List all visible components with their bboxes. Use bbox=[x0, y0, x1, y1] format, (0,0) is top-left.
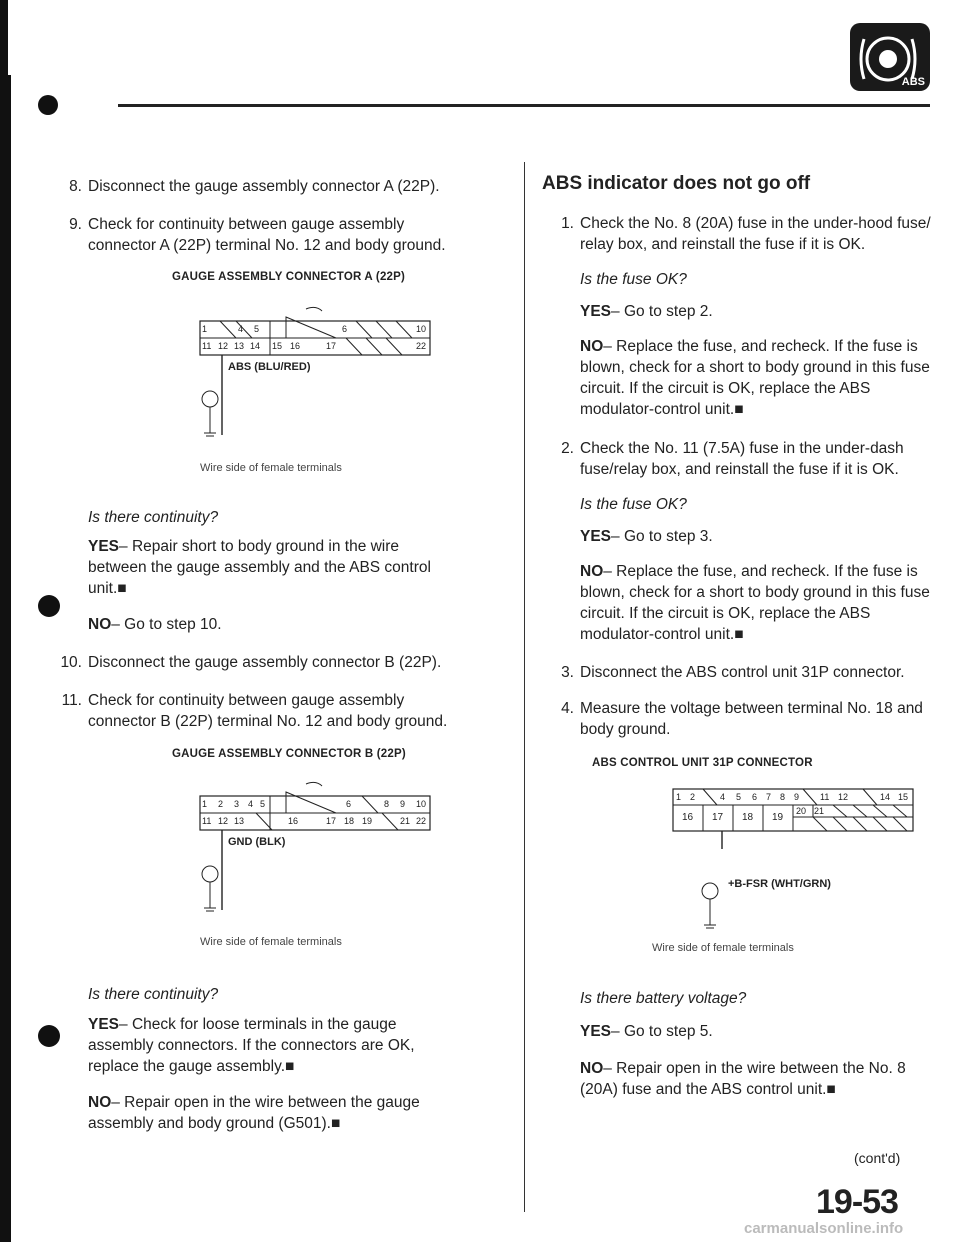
pin-label: 17 bbox=[326, 341, 337, 351]
step-text: Disconnect the ABS control unit 31P connector. bbox=[580, 664, 905, 681]
answer-text: blown, check for a short to body ground in this fuse bbox=[580, 359, 930, 376]
pin-label: 5 bbox=[736, 792, 742, 802]
yes-key: YES bbox=[580, 1023, 612, 1040]
pin-label: 16 bbox=[288, 816, 299, 826]
abs-31p-connector-diagram bbox=[672, 785, 942, 935]
yes-key: YES bbox=[580, 528, 612, 545]
pin-label: 19 bbox=[362, 816, 373, 826]
step-text: Disconnect the gauge assembly connector A (22P). bbox=[88, 178, 440, 195]
pin-label: 8 bbox=[780, 792, 786, 802]
answer-text: blown, check for a short to body ground in this fuse bbox=[580, 584, 930, 601]
step-text: fuse/relay box, and reinstall the fuse if it is OK. bbox=[580, 461, 899, 478]
yes-key: YES bbox=[88, 538, 120, 555]
pin-label: 17 bbox=[712, 812, 724, 823]
step-text: Check for continuity between gauge assembly bbox=[88, 216, 405, 233]
pin-label: 2 bbox=[690, 792, 696, 802]
question: Is there continuity? bbox=[88, 986, 219, 1003]
step-text: Measure the voltage between terminal No. 18 and bbox=[580, 700, 923, 717]
answer-text: circuit. If the circuit is OK, replace the ABS bbox=[580, 380, 871, 397]
step-number: 2. bbox=[561, 440, 574, 457]
no-key: NO bbox=[580, 338, 604, 355]
step-text: Check the No. 8 (20A) fuse in the under-hood fuse/ bbox=[580, 215, 931, 232]
answer-text: modulator-control unit.■ bbox=[580, 626, 744, 643]
answer-text: – Go to step 3. bbox=[611, 528, 713, 545]
pin-label: 11 bbox=[202, 341, 212, 351]
step-number: 8. bbox=[69, 178, 82, 195]
pin-label: 7 bbox=[766, 792, 772, 802]
connector-a-svg bbox=[196, 305, 440, 445]
answer-text: – Repair short to body ground in the wire bbox=[119, 538, 400, 555]
answer-text: – Go to step 10. bbox=[111, 616, 222, 633]
answer-text: – Replace the fuse, and recheck. If the fuse is bbox=[603, 563, 918, 580]
bullet-middle bbox=[38, 595, 60, 617]
question: Is there battery voltage? bbox=[580, 990, 747, 1007]
pin-label: 1 bbox=[202, 324, 208, 334]
connector-title: GAUGE ASSEMBLY CONNECTOR B (22P) bbox=[172, 748, 406, 760]
step-number: 9. bbox=[69, 216, 82, 233]
answer-text: – Go to step 5. bbox=[611, 1023, 713, 1040]
yes-key: YES bbox=[88, 1016, 120, 1033]
pin-label: 5 bbox=[260, 799, 266, 809]
pin-label: 21 bbox=[814, 806, 825, 816]
pin-label: 10 bbox=[416, 799, 427, 809]
pin-label: 20 bbox=[796, 806, 807, 816]
binding-margin-bar bbox=[0, 0, 8, 1242]
pin-label: 6 bbox=[342, 324, 348, 334]
pin-label: 10 bbox=[416, 324, 427, 334]
step-number: 11. bbox=[61, 692, 82, 709]
pin-label: 4 bbox=[720, 792, 726, 802]
abs-section-logo bbox=[850, 23, 930, 91]
pin-label: 14 bbox=[250, 341, 261, 351]
continued-label: (cont'd) bbox=[854, 1150, 901, 1166]
pin-label: 12 bbox=[838, 792, 849, 802]
pin-label: 21 bbox=[400, 816, 411, 826]
header-rule bbox=[118, 104, 930, 107]
answer-text: – Repair open in the wire between the gauge bbox=[111, 1094, 420, 1111]
pin-label: 19 bbox=[772, 812, 784, 823]
pin-label: 4 bbox=[238, 324, 244, 334]
pin-label: 1 bbox=[202, 799, 208, 809]
answer-text: assembly connectors. If the connectors are OK, bbox=[88, 1037, 415, 1054]
pin-label: 6 bbox=[752, 792, 758, 802]
step-text: Check for continuity between gauge assembly bbox=[88, 692, 405, 709]
answer-text: (20A) fuse and the ABS control unit.■ bbox=[580, 1081, 836, 1098]
connector-title: ABS CONTROL UNIT 31P CONNECTOR bbox=[592, 757, 813, 769]
answer-text: between the gauge assembly and the ABS control bbox=[88, 559, 431, 576]
pin-label: 17 bbox=[326, 816, 337, 826]
pin-label: 22 bbox=[416, 816, 427, 826]
bullet-top bbox=[38, 95, 58, 115]
pin-label: 6 bbox=[346, 799, 352, 809]
answer-text: – Go to step 2. bbox=[611, 303, 713, 320]
answer-text: – Repair open in the wire between the No. 8 bbox=[603, 1060, 906, 1077]
step-number: 3. bbox=[561, 664, 574, 681]
wire-label: ABS (BLU/RED) bbox=[228, 361, 311, 373]
step-text: connector B (22P) terminal No. 12 and body ground. bbox=[88, 713, 448, 730]
connector-caption: Wire side of female terminals bbox=[652, 942, 794, 954]
pin-label: 15 bbox=[898, 792, 909, 802]
pin-label: 12 bbox=[218, 816, 229, 826]
pin-label: 8 bbox=[384, 799, 390, 809]
watermark: carmanualsonline.info bbox=[744, 1220, 904, 1237]
step-number: 4. bbox=[561, 700, 574, 717]
connector-caption: Wire side of female terminals bbox=[200, 462, 342, 474]
pin-label: 13 bbox=[234, 816, 245, 826]
no-key: NO bbox=[580, 563, 604, 580]
no-key: NO bbox=[88, 1094, 112, 1111]
connector-title: GAUGE ASSEMBLY CONNECTOR A (22P) bbox=[172, 271, 406, 283]
wire-label: GND (BLK) bbox=[228, 836, 286, 848]
pin-label: 18 bbox=[344, 816, 355, 826]
pin-label: 22 bbox=[416, 341, 427, 351]
abs-31p-connector-svg bbox=[672, 785, 942, 935]
page-number: 19-53 bbox=[816, 1183, 898, 1221]
connector-b-diagram bbox=[196, 780, 440, 920]
pin-label: 1 bbox=[676, 792, 682, 802]
step-text: relay box, and reinstall the fuse if it is OK. bbox=[580, 236, 866, 253]
question: Is the fuse OK? bbox=[580, 271, 687, 288]
binding-margin-bar-inner bbox=[8, 75, 11, 1242]
step-text: body ground. bbox=[580, 721, 671, 738]
yes-key: YES bbox=[580, 303, 612, 320]
pin-label: 4 bbox=[248, 799, 254, 809]
pin-label: 9 bbox=[794, 792, 800, 802]
connector-caption: Wire side of female terminals bbox=[200, 936, 342, 948]
answer-text: – Replace the fuse, and recheck. If the fuse is bbox=[603, 338, 918, 355]
pin-label: 11 bbox=[202, 816, 212, 826]
question: Is the fuse OK? bbox=[580, 496, 687, 513]
pin-label: 12 bbox=[218, 341, 229, 351]
answer-text: unit.■ bbox=[88, 580, 127, 597]
pin-label: 9 bbox=[400, 799, 406, 809]
pin-label: 2 bbox=[218, 799, 224, 809]
pin-label: 11 bbox=[820, 792, 830, 802]
no-key: NO bbox=[88, 616, 112, 633]
column-divider bbox=[524, 162, 525, 1212]
step-number: 10. bbox=[60, 654, 82, 671]
question: Is there continuity? bbox=[88, 509, 219, 526]
wire-label: +B-FSR (WHT/GRN) bbox=[728, 878, 831, 890]
step-text: Disconnect the gauge assembly connector B (22P). bbox=[88, 654, 442, 671]
step-number: 1. bbox=[561, 215, 574, 232]
pin-label: 3 bbox=[234, 799, 240, 809]
pin-label: 16 bbox=[290, 341, 301, 351]
pin-label: 14 bbox=[880, 792, 891, 802]
bullet-bottom bbox=[38, 1025, 60, 1047]
pin-label: 16 bbox=[682, 812, 694, 823]
step-text: connector A (22P) terminal No. 12 and body ground. bbox=[88, 237, 446, 254]
no-key: NO bbox=[580, 1060, 604, 1077]
pin-label: 13 bbox=[234, 341, 245, 351]
abs-logo-text: ABS bbox=[901, 76, 925, 88]
section-heading: ABS indicator does not go off bbox=[542, 173, 811, 194]
pin-label: 18 bbox=[742, 812, 754, 823]
connector-a-diagram bbox=[196, 305, 440, 445]
answer-text: – Check for loose terminals in the gauge bbox=[119, 1016, 397, 1033]
answer-text: modulator-control unit.■ bbox=[580, 401, 744, 418]
answer-text: replace the gauge assembly.■ bbox=[88, 1058, 295, 1075]
answer-text: assembly and body ground (G501).■ bbox=[88, 1115, 341, 1132]
answer-text: circuit. If the circuit is OK, replace the ABS bbox=[580, 605, 871, 622]
pin-label: 15 bbox=[272, 341, 283, 351]
pin-label: 5 bbox=[254, 324, 260, 334]
step-text: Check the No. 11 (7.5A) fuse in the under-dash bbox=[580, 440, 904, 457]
